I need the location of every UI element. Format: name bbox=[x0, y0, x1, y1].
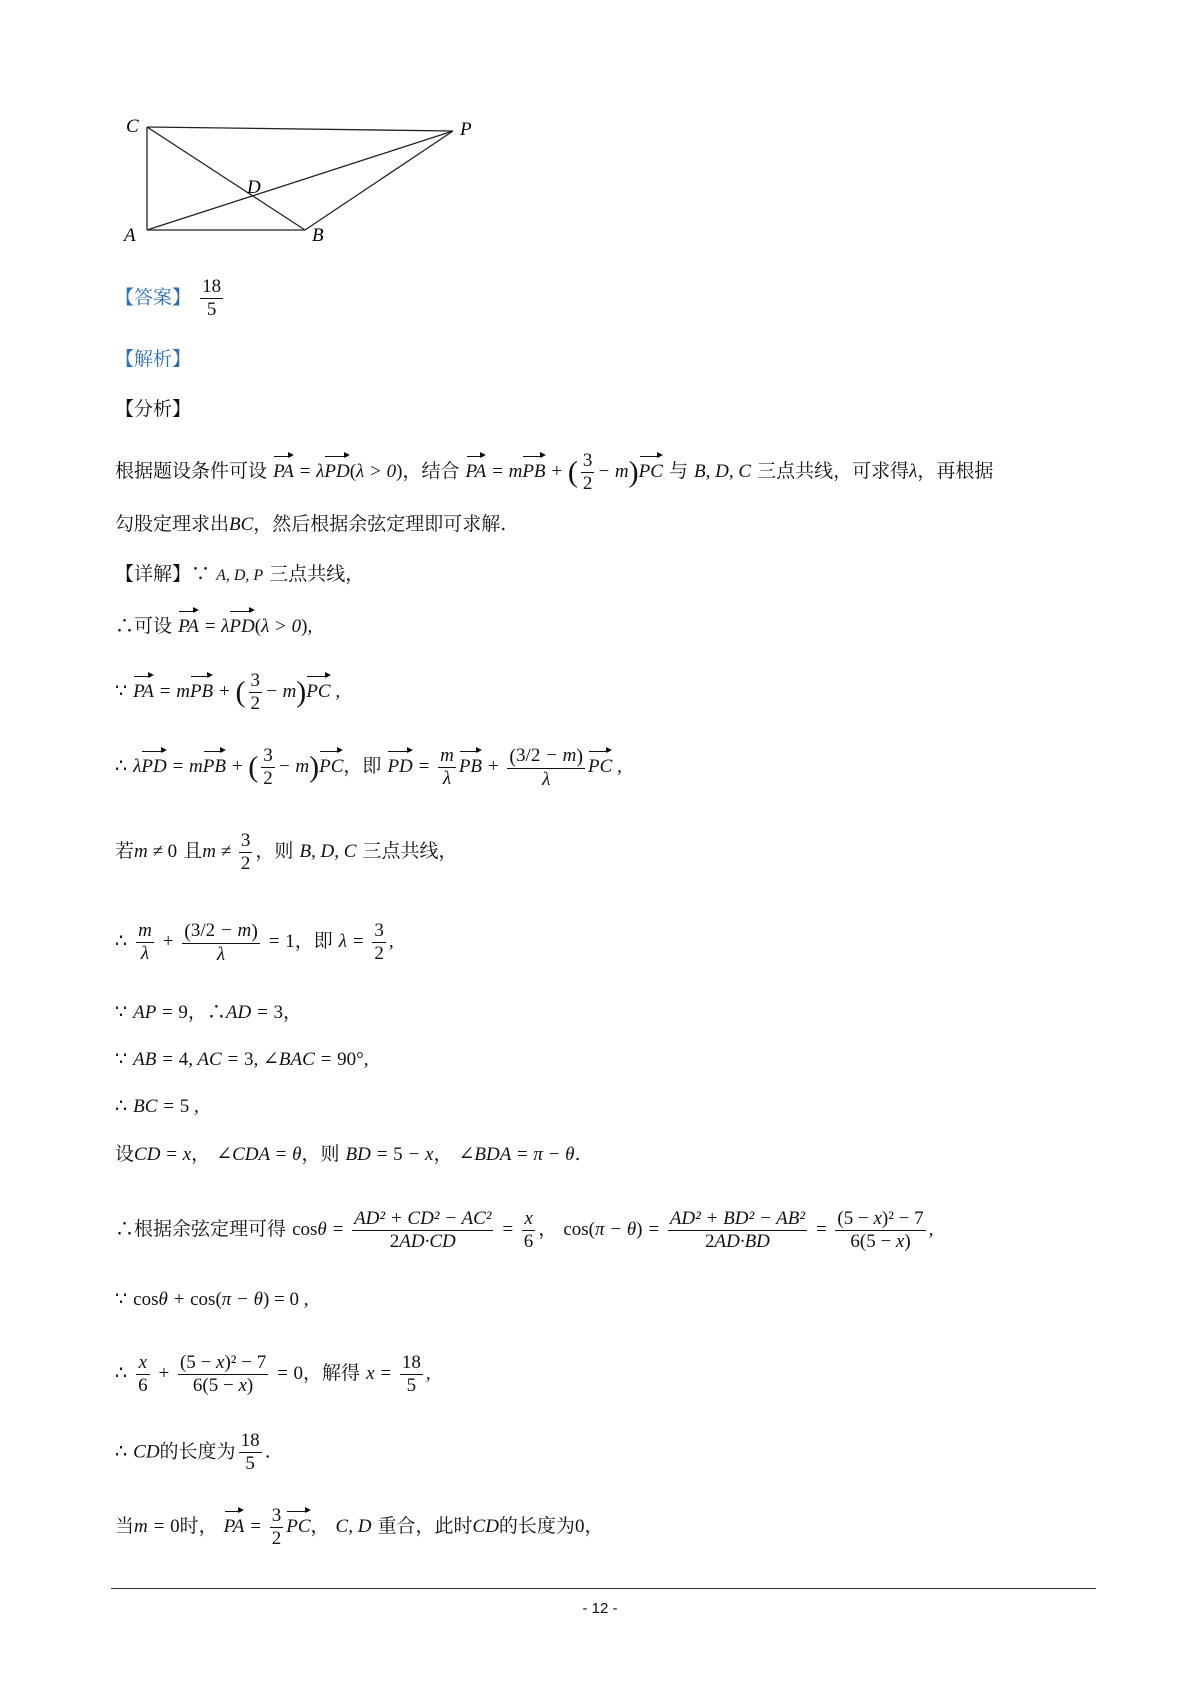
page-number: - 12 - bbox=[582, 1600, 618, 1617]
segment-cp bbox=[147, 127, 453, 131]
detail-line-10: 设CD = x， ∠CDA = θ，则 BD = 5 − x， ∠BDA = π − θ. bbox=[115, 1143, 581, 1165]
geometry-figure bbox=[120, 110, 520, 260]
segment-pb bbox=[305, 131, 453, 230]
label-b: B bbox=[312, 225, 324, 246]
label-d: D bbox=[247, 177, 261, 198]
answer-fraction: $\frac{18}{5}$ bbox=[202, 276, 222, 320]
fenxi-line-1: 根据题设条件可设 PA = λPD(λ > 0)，结合 PA = mPB + ( $\frac{3}{2}$ − m)PC 与 B, D, C 三点共线，可求得λ，再根据 bbox=[115, 450, 994, 494]
answer-line bbox=[115, 276, 226, 321]
detail-line-2: ∴可设 PA = λPD(λ > 0), bbox=[115, 612, 312, 641]
fenxi-line-2: 勾股定理求出BC，然后根据余弦定理即可求解. bbox=[115, 513, 507, 535]
detail-line-13: ∴ $\frac{x}{6}$ + $\frac{\text{(5 − x)² − 7}}{6(5 - x)}$ = 0，解得 x = $\frac{18}{5}$ , bbox=[115, 1352, 431, 1396]
detail-line-15: 当m = 0时， PA = $\frac{3}{2}$ PC， C, D 重合，此时CD的长度为0， bbox=[115, 1505, 604, 1549]
detail-line-12: ∵ cosθ + cos(π − θ) = 0 , bbox=[115, 1288, 309, 1310]
detail-line-8: ∵ AB = 4, AC = 3, ∠BAC = 90°, bbox=[115, 1048, 369, 1070]
detail-line-4: ∴ λPD = mPB + ( $\frac{3}{2}$ − m)PC，即 PD = $\frac{m}{\lambda}$ PB + $\frac{(3/2 - m)}{\lambda}$ PC , bbox=[115, 745, 622, 790]
detail-line-3: ∵ PA = mPB + ( $\frac{3}{2}$ − m)PC , bbox=[115, 670, 341, 714]
label-p: P bbox=[460, 119, 472, 140]
footer-divider bbox=[111, 1588, 1096, 1589]
fenxi-tag: 【分析】 bbox=[115, 398, 192, 420]
label-c: C bbox=[126, 116, 139, 137]
segment-ap bbox=[147, 131, 453, 230]
detail-line-14: ∴ CD的长度为 $\frac{18}{5}$ . bbox=[115, 1430, 271, 1474]
analysis-tag: 【解析】 bbox=[115, 348, 192, 370]
detail-line-11: ∴根据余弦定理可得 cosθ = $\frac{\text{AD² + CD² − AC²}}{2AD\cdot CD}$ = $\frac{x}{6}$ ， cos(π − θ) = $\frac{\text{AD² + BD² − AB²}}{2AD\cdot BD}$ = $\frac{\text{(5 − x)² − 7}}{6(5 - x)}$ , bbox=[115, 1208, 934, 1252]
detail-line-9: ∴ BC = 5 , bbox=[115, 1095, 199, 1117]
label-a: A bbox=[124, 225, 136, 246]
detail-line-7: ∵ AP = 9，∴AD = 3， bbox=[115, 1001, 303, 1023]
answer-tag: 【答案】 bbox=[115, 286, 192, 309]
detail-line-5: 若m ≠ 0 且m ≠ $\frac{3}{2}$ ，则 B, D, C 三点共线， bbox=[115, 830, 458, 874]
segment-cb bbox=[147, 127, 305, 230]
detail-line-1: 【详解】∵ A, D, P 三点共线， bbox=[115, 563, 365, 585]
detail-line-6: ∴ $\frac{m}{\lambda}$ + $\frac{(3/2 - m)}{\lambda}$ = 1，即 λ = $\frac{3}{2}$ , bbox=[115, 920, 394, 965]
